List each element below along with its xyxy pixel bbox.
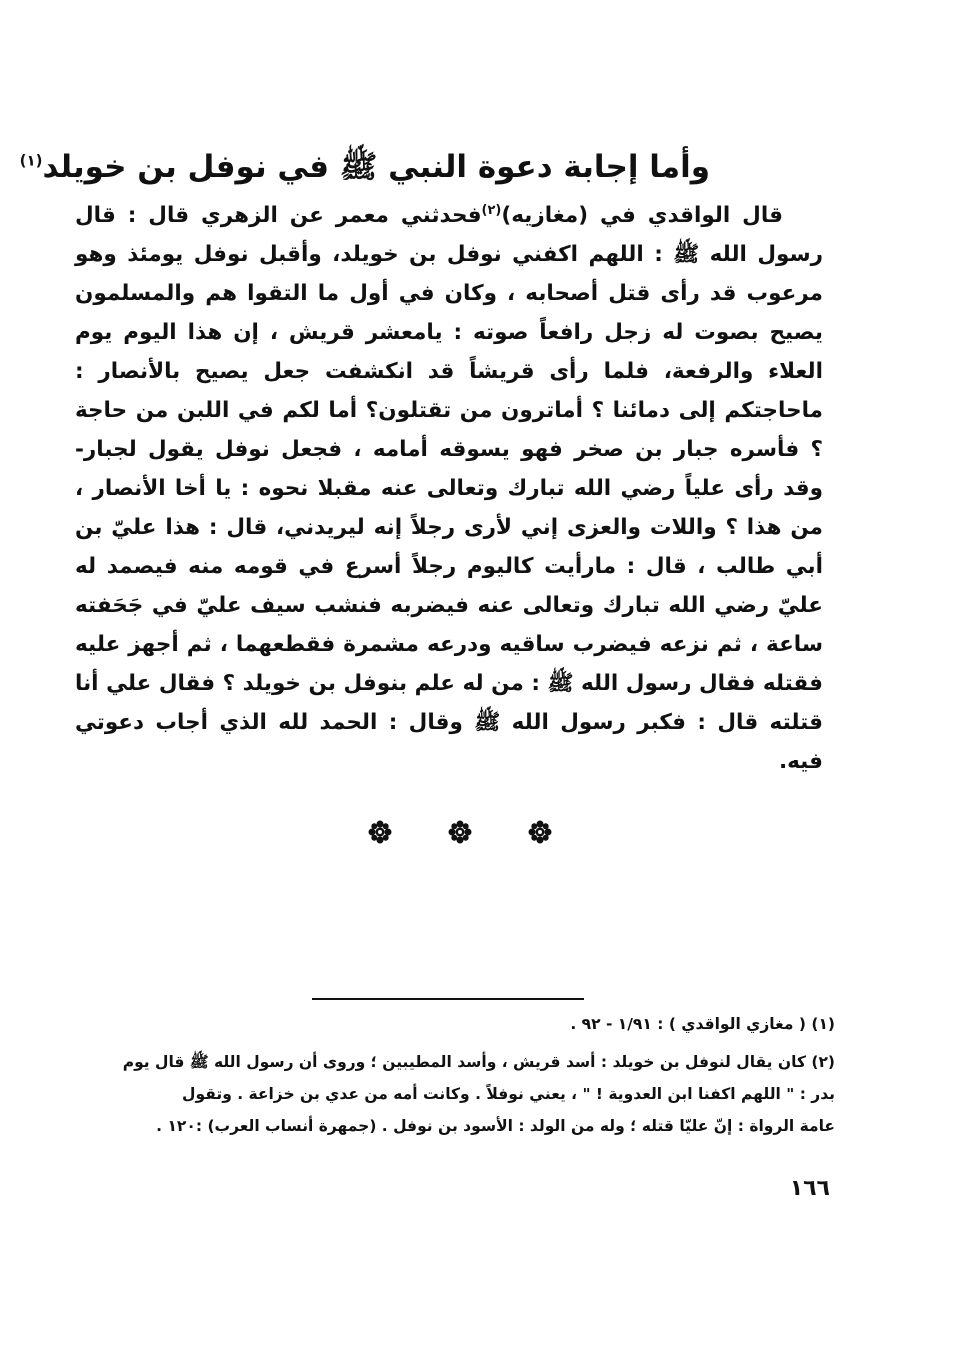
- body-text-part1: قال الواقدي في (مغازيه): [501, 203, 783, 228]
- section-divider-ornaments: [360, 812, 560, 852]
- body-paragraph: [75, 196, 823, 781]
- footnote-2: [90, 1046, 835, 1142]
- flower-ornament-icon: [360, 812, 400, 852]
- footnote-2-line: عامة الرواة : إنّ عليّا قتله ؛ وله من الولد : الأسود بن نوفل . (جمهرة أنساب العرب) :١٢٠ .: [156, 1117, 835, 1135]
- footnotes: [90, 1008, 835, 1142]
- page-number: ١٦٦: [789, 1176, 830, 1201]
- footnote-1: (١) ( مغازي الواقدي ) : ١/٩١ - ٩٢ .: [570, 1015, 835, 1033]
- body-footnote-ref: (٢): [481, 202, 502, 218]
- flower-ornament-icon: [440, 812, 480, 852]
- footnote-2-line: بدر : " اللهم اكفنا ابن العدوية ! " ، يعني نوفلاً . وكانت أمه من عدي بن خزاعة . وتقول: [182, 1085, 835, 1103]
- section-title-text: وأما إجابة دعوة النبي ﷺ في نوفل بن خويلد: [42, 148, 710, 185]
- main-paragraph: [75, 196, 823, 781]
- flower-ornament-icon: [520, 812, 560, 852]
- footnote-separator: [312, 998, 584, 1000]
- footnote-2-line: (٢) كان يقال لنوفل بن خويلد : أسد قريش ، وأسد المطيبين ؛ وروى أن رسول الله ﷺ قال يوم: [122, 1053, 835, 1071]
- body-text-part2: فحدثني معمر عن الزهري قال : قال رسول الله ﷺ : اللهم اكفني نوفل بن خويلد، وأقبل نوفل يومئذ وهو مرعوب قد رأى قتل أصحابه ، وكان في أول ما التقوا هم والمسلمون يصيح بصوت له زجل رافعاً صوته : يامعشر قريش ، إن هذا اليوم يوم العلاء والرفعة، فلما رأى قريشاً قد انكشفت جعل يصيح بالأنصار : ماحاجتكم إلى دمائنا ؟ أماترون من تقتلون؟ أما لكم في اللبن من حاجة ؟ فأسره جبار بن صخر فهو يسوقه أمامه ، فجعل نوفل يقول لجبار- وقد رأى علياً رضي الله تبارك وتعالى عنه مقبلا نحوه : يا أخا الأنصار ، من هذا ؟ واللات والعزى إني لأرى رجلاً إنه ليريدني، قال : هذا عليّ بن أبي طالب ، قال : مارأيت كاليوم رجلاً أسرع في قومه منه فيصمد له عليّ رضي الله تبارك وتعالى عنه فيضربه فنشب سيف عليّ في جَحَفته ساعة ، ثم نزعه فيضرب ساقيه ودرعه مشمرة فقطعهما ، ثم أجهز عليه فقتله فقال رسول الله ﷺ : من له علم بنوفل بن خويلد ؟ فقال علي أنا قتلته قال : فكبر رسول الله ﷺ وقال : الحمد لله الذي أجاب دعوتي فيه.: [75, 203, 823, 774]
- title-footnote-ref: (١): [19, 151, 43, 170]
- section-title: [19, 139, 710, 195]
